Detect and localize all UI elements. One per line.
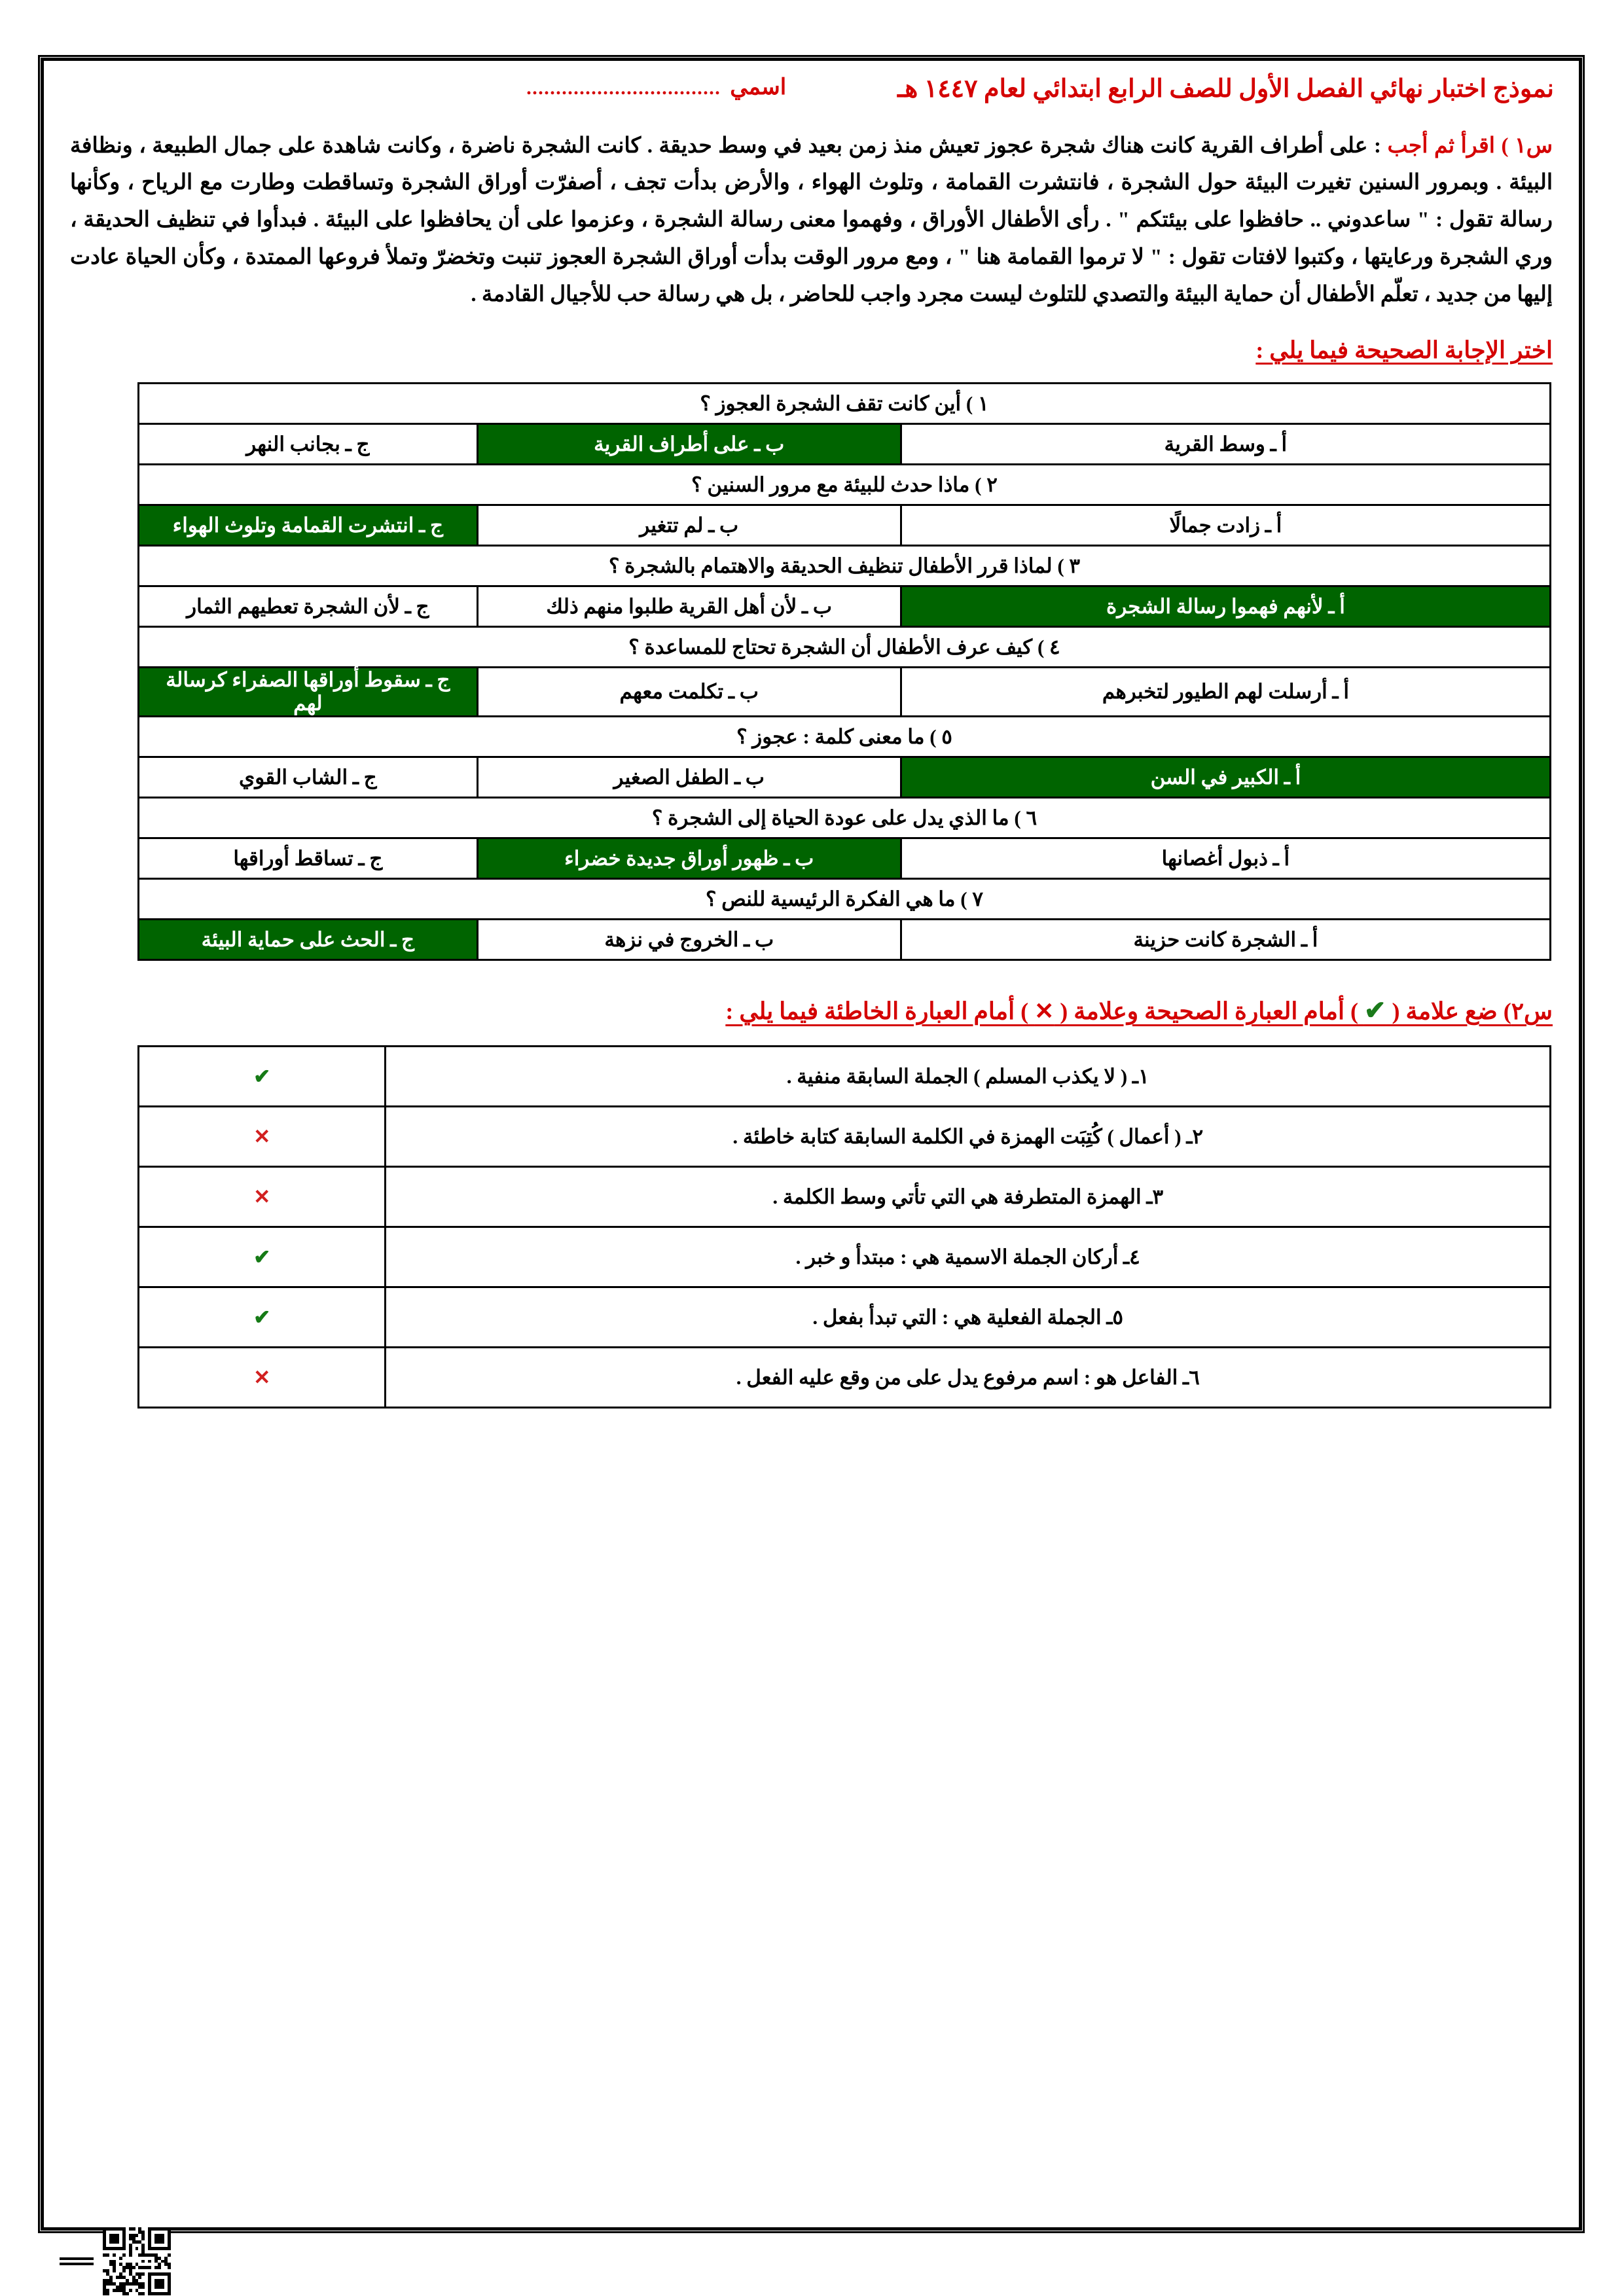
cross-mark-icon: ✕ <box>1034 998 1055 1025</box>
tf-statement-text: ٣ـ الهمزة المتطرفة هي التي تأتي وسط الكلمة . <box>386 1167 1551 1227</box>
mcq-question-text: ٣ ) لماذا قرر الأطفال تنظيف الحديقة والاهتمام بالشجرة ؟ <box>139 546 1551 586</box>
page-content <box>44 61 1579 2227</box>
mcq-options-row <box>139 586 1551 627</box>
document-header <box>44 61 1579 105</box>
multiple-choice-table <box>137 382 1551 961</box>
mcq-option-selected[interactable]: ب ـ ظهور أوراق جديدة خضراء <box>477 838 901 879</box>
reading-passage <box>70 128 1553 314</box>
mcq-question-row <box>139 384 1551 424</box>
tf-table-body <box>139 1047 1551 1408</box>
mcq-question-row <box>139 879 1551 920</box>
mcq-option[interactable]: أ ـ وسط القرية <box>901 424 1550 465</box>
mcq-option[interactable]: ب ـ تكلمت معهم <box>477 668 901 717</box>
question-1-tag: س١ ) اقرأ ثم أجب <box>1387 134 1553 158</box>
mcq-options-row <box>139 424 1551 465</box>
passage-body: على أطراف القرية كانت هناك شجرة عجوز تعيش منذ زمن بعيد في وسط حديقة . كانت الشجرة ناضرة ، وكانت شاهدة على جمال الطبيعة ، ونظافة البيئة . وبمرور السنين تغيرت البيئة حول الشجرة ، فانتشرت القمامة ، وتلوث الهواء ، والأرض بدأت تجف ، أصفرّت أوراق الشجرة وتساقطت وطارت مع الرياح ، وكأنها رسالة تقول : " ساعدوني .. حافظوا على بيئتكم " . رأى الأطفال الأوراق ، وفهموا معنى رسالة الشجرة ، وعزموا على أن يحافظوا على البيئة . فبدأوا في تنظيف الحديقة ، وري الشجرة ورعايتها ، وكتبوا لافتات تقول : " لا ترموا القمامة هنا " ، ومع مرور الوقت بدأت أوراق الشجرة العجوز تنبت وتخضرّ وتملأ فروعها الممتدة ، وكأن الحياة عادت إليها من جديد ، تعلّم الأطفال أن حماية البيئة والتصدي للتلوث ليست مجرد واجب للحاضر ، بل هي رسالة حب للأجيال القادمة . <box>70 134 1553 306</box>
mcq-question-text: ١ ) أين كانت تقف الشجرة العجوز ؟ <box>139 384 1551 424</box>
mcq-question-row <box>139 717 1551 757</box>
mcq-question-row <box>139 546 1551 586</box>
mcq-question-row <box>139 798 1551 838</box>
true-false-section-heading <box>70 995 1553 1026</box>
table-row <box>139 1227 1551 1287</box>
mcq-option[interactable]: ج ـ لأن الشجرة تعطيهم الثمار <box>139 586 478 627</box>
mcq-question-text: ٦ ) ما الذي يدل على عودة الحياة إلى الشجرة ؟ <box>139 798 1551 838</box>
tf-statement-text: ٤ـ أركان الجملة الاسمية هي : مبتدأ و خبر . <box>386 1227 1551 1287</box>
check-mark-icon: ✔ <box>1363 996 1386 1026</box>
tf-heading-part-3: ) أمام العبارة الخاطئة فيما يلي : <box>725 998 1035 1025</box>
mcq-option[interactable]: ب ـ لم تتغير <box>477 505 901 546</box>
tf-heading-part-1: س٢) ضع علامة ( <box>1386 998 1553 1025</box>
mcq-question-text: ٤ ) كيف عرف الأطفال أن الشجرة تحتاج للمساعدة ؟ <box>139 627 1551 668</box>
mcq-question-text: ٥ ) ما معنى كلمة : عجوز ؟ <box>139 717 1551 757</box>
table-row <box>139 1107 1551 1167</box>
mcq-option[interactable]: ج ـ تساقط أوراقها <box>139 838 478 879</box>
mcq-options-row <box>139 505 1551 546</box>
table-row <box>139 1287 1551 1348</box>
mcq-question-text: ٢ ) ماذا حدث للبيئة مع مرور السنين ؟ <box>139 465 1551 505</box>
student-name-field[interactable] <box>526 74 786 100</box>
mcq-option[interactable]: ج ـ الشاب القوي <box>139 757 478 798</box>
mcq-options-row <box>139 668 1551 717</box>
mcq-question-row <box>139 627 1551 668</box>
mcq-option-selected[interactable]: ج ـ الحث على حماية البيئة <box>139 920 478 960</box>
exam-page-frame <box>41 58 1582 2231</box>
mcq-options-row <box>139 920 1551 960</box>
mcq-option-selected[interactable]: أ ـ الكبير في السن <box>901 757 1550 798</box>
student-name-label: اسمي <box>730 75 787 99</box>
qr-code-icon <box>103 2227 171 2295</box>
table-row <box>139 1047 1551 1107</box>
tf-statement-text: ٢ـ ( أعمال ) كُتِبَت الهمزة في الكلمة السابقة كتابة خاطئة . <box>386 1107 1551 1167</box>
qr-code-block <box>60 2227 171 2295</box>
passage-colon: : <box>1367 134 1388 158</box>
mcq-option[interactable]: ب ـ الطفل الصغير <box>477 757 901 798</box>
mcq-option-selected[interactable]: ب ـ على أطراف القرية <box>477 424 901 465</box>
mcq-question-row <box>139 465 1551 505</box>
check-mark-icon[interactable]: ✔ <box>139 1227 386 1287</box>
tf-statement-text: ١ـ ( لا يكذب المسلم ) الجملة السابقة منفية . <box>386 1047 1551 1107</box>
mcq-option[interactable]: أ ـ ذبول أغصانها <box>901 838 1550 879</box>
student-name-blank[interactable]: ................................. <box>526 77 721 99</box>
check-mark-icon[interactable]: ✔ <box>139 1047 386 1107</box>
mcq-option[interactable]: ج ـ بجانب النهر <box>139 424 478 465</box>
cross-mark-icon[interactable]: ✕ <box>139 1348 386 1408</box>
cross-mark-icon[interactable]: ✕ <box>139 1167 386 1227</box>
page-title: نموذج اختبار نهائي الفصل الأول للصف الرابع ابتدائي لعام ١٤٤٧ هـ <box>897 75 1554 103</box>
mcq-options-row <box>139 757 1551 798</box>
cross-mark-icon[interactable]: ✕ <box>139 1107 386 1167</box>
check-mark-icon[interactable]: ✔ <box>139 1287 386 1348</box>
mcq-option-selected[interactable]: ج ـ انتشرت القمامة وتلوث الهواء <box>139 505 478 546</box>
tf-statement-text: ٦ـ الفاعل هو : اسم مرفوع يدل على من وقع عليه الفعل . <box>386 1348 1551 1408</box>
qr-rule-icon <box>60 2257 94 2265</box>
tf-statement-text: ٥ـ الجملة الفعلية هي : التي تبدأ بفعل . <box>386 1287 1551 1348</box>
table-row <box>139 1167 1551 1227</box>
mcq-option[interactable]: أ ـ الشجرة كانت حزينة <box>901 920 1550 960</box>
mcq-table-body <box>139 384 1551 960</box>
mcq-question-text: ٧ ) ما هي الفكرة الرئيسية للنص ؟ <box>139 879 1551 920</box>
tf-heading-part-2: ) أمام العبارة الصحيحة وعلامة ( <box>1054 998 1364 1025</box>
mcq-option-selected[interactable]: ج ـ سقوط أوراقها الصفراء كرسالة لهم <box>139 668 478 717</box>
mcq-options-row <box>139 838 1551 879</box>
true-false-table <box>137 1045 1551 1408</box>
mcq-option-selected[interactable]: أ ـ لأنهم فهموا رسالة الشجرة <box>901 586 1550 627</box>
table-row <box>139 1348 1551 1408</box>
mcq-option[interactable]: ب ـ لأن أهل القرية طلبوا منهم ذلك <box>477 586 901 627</box>
mcq-option[interactable]: أ ـ زادت جمالًا <box>901 505 1550 546</box>
mcq-section-heading: اختر الإجابة الصحيحة فيما يلي : <box>1255 337 1553 364</box>
mcq-option[interactable]: أ ـ أرسلت لهم الطيور لتخبرهم <box>901 668 1550 717</box>
mcq-option[interactable]: ب ـ الخروج في نزهة <box>477 920 901 960</box>
